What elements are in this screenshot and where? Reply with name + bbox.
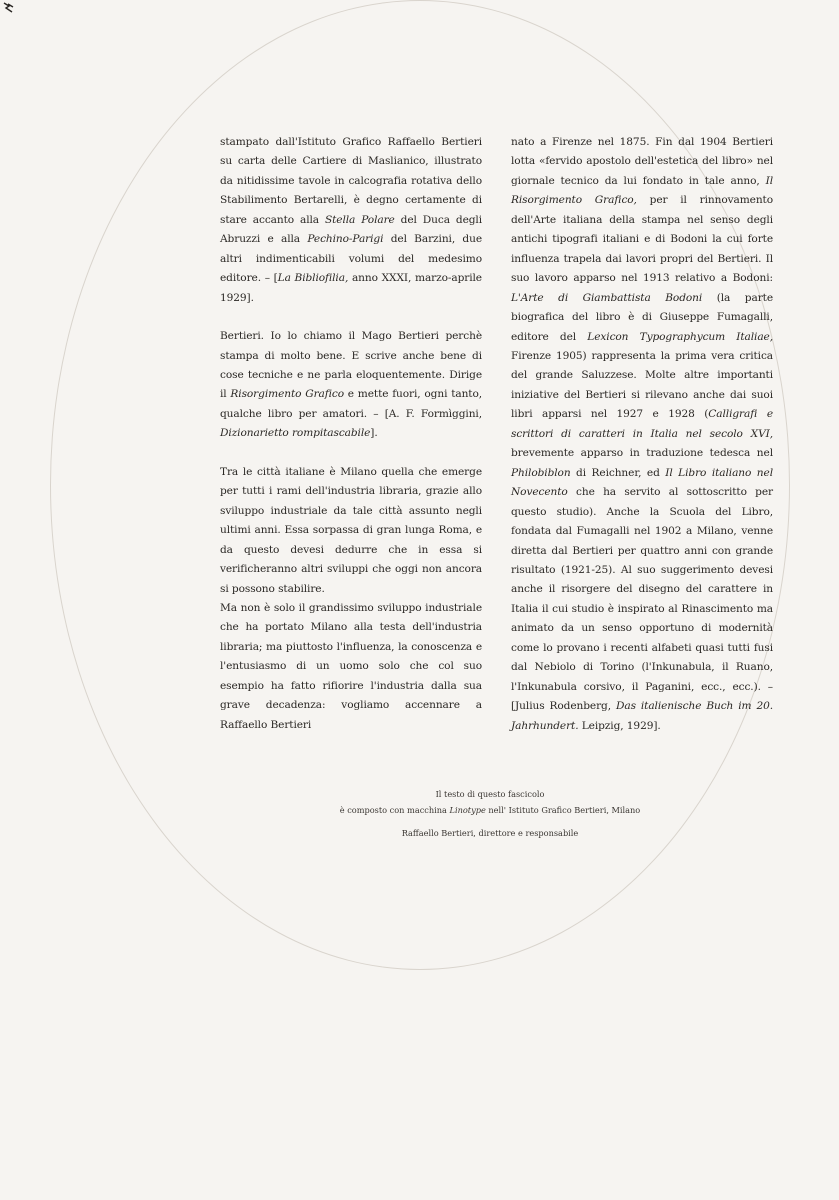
left-column [220,133,482,735]
colophon-line-3: Raffaello Bertieri, direttore e responsabile [401,828,579,838]
corner-glyph-icon [3,2,15,14]
colophon-line-2: è composto con macchina Linotype nell' Istituto Grafico Bertieri, Milano [339,805,641,815]
left-paragraph-4: Ma non è solo il grandissimo sviluppo industriale che ha portato Milano alla testa dell'industria libraria; ma piuttosto l'influenza, la conoscenza e l'entusiasmo di un uomo solo che col suo esempio ha fatto rifiorire l'industria dalla sua grave decadenza: vogliamo accennare a Raffaello Bertieri [220,601,482,731]
right-column [511,133,773,736]
left-paragraph-1: stampato dall'Istituto Grafico Raffaello Bertieri su carta delle Cartiere di Maslianico, illustrato da nitidissime tavole in calcografia rotativa dello Stabilimento Bertarelli, è degno certamente di stare accanto alla Stella Polare del Duca degli Abruzzi e alla Pechino-Parigi del Barzini, due altri indimenticabili volumi del medesimo editore. – [La Bibliofilia, anno XXXI, marzo-aprile 1929]. [220,136,482,304]
right-paragraph: nato a Firenze nel 1875. Fin dal 1904 Bertieri lotta «fervido apostolo dell'estetica del libro» nel giornale tecnico da lui fondato in tale anno, Il Risorgimento Grafico, per il rinnovamento dell'Arte italiana della stampa nel senso degli antichi tipografi italiani e di Bodoni la cui forte influenza trapela dai lavori propri del Bertieri. Il suo lavoro apparso nel 1913 relativo a Bodoni: L'Arte di Giambattista Bodoni (la parte biografica del libro è di Giuseppe Fumagalli, editore del Lexicon Typographycum Italiae, Firenze 1905) rappresenta la prima vera critica del grande Saluzzese. Molte altre importanti iniziative del Bertieri si rilevano anche dai suoi libri apparsi nel 1927 e 1928 (Calligrafi e scrittori di caratteri in Italia nel secolo XVI, brevemente apparso in traduzione tedesca nel Philobiblon di Reichner, ed Il Libro italiano nel Novecento che ha servito al sottoscritto per questo studio). Anche la Scuola del Libro, fondata dal Fumagalli nel 1902 a Milano, venne diretta dal Bertieri per quattro anni con grande risultato (1921-25). Al suo suggerimento devesi anche il risorgere del disegno del carattere in Italia il cui studio è inspirato al Rinascimento ma animato da un senso opportuno di modernità come lo provano i recenti alfabeti quasi tutti fusi dal Nebiolo di Torino (l'Inkunabula, il Ruano, l'Inkunabula corsivo, il Paganini, ecc., ecc.). – [Julius Rodenberg, Das italienische Buch im 20. Jahrhundert. Leipzig, 1929]. [511,136,773,732]
left-paragraph-3: Tra le città italiane è Milano quella che emerge per tutti i rami dell'industria libraria, grazie allo sviluppo industriale da tale città assunto negli ultimi anni. Essa sorpassa di gran lunga Roma, e da questo devesi dedurre che in essa si verificheranno altri sviluppi che oggi non ancora si possono stabilire. [220,465,482,595]
colophon-line-1: Il testo di questo fascicolo [435,789,545,799]
left-paragraph-2: Bertieri. Io lo chiamo il Mago Bertieri perchè stampa di molto bene. E scrive anche bene di cose tecniche e ne parla eloquentemente. Dirige il Risorgimento Grafico e mette fuori, ogni tanto, qualche libro per amatori. – [A. F. Formìggini, Dizionarietto rompitascabile]. [220,330,482,440]
